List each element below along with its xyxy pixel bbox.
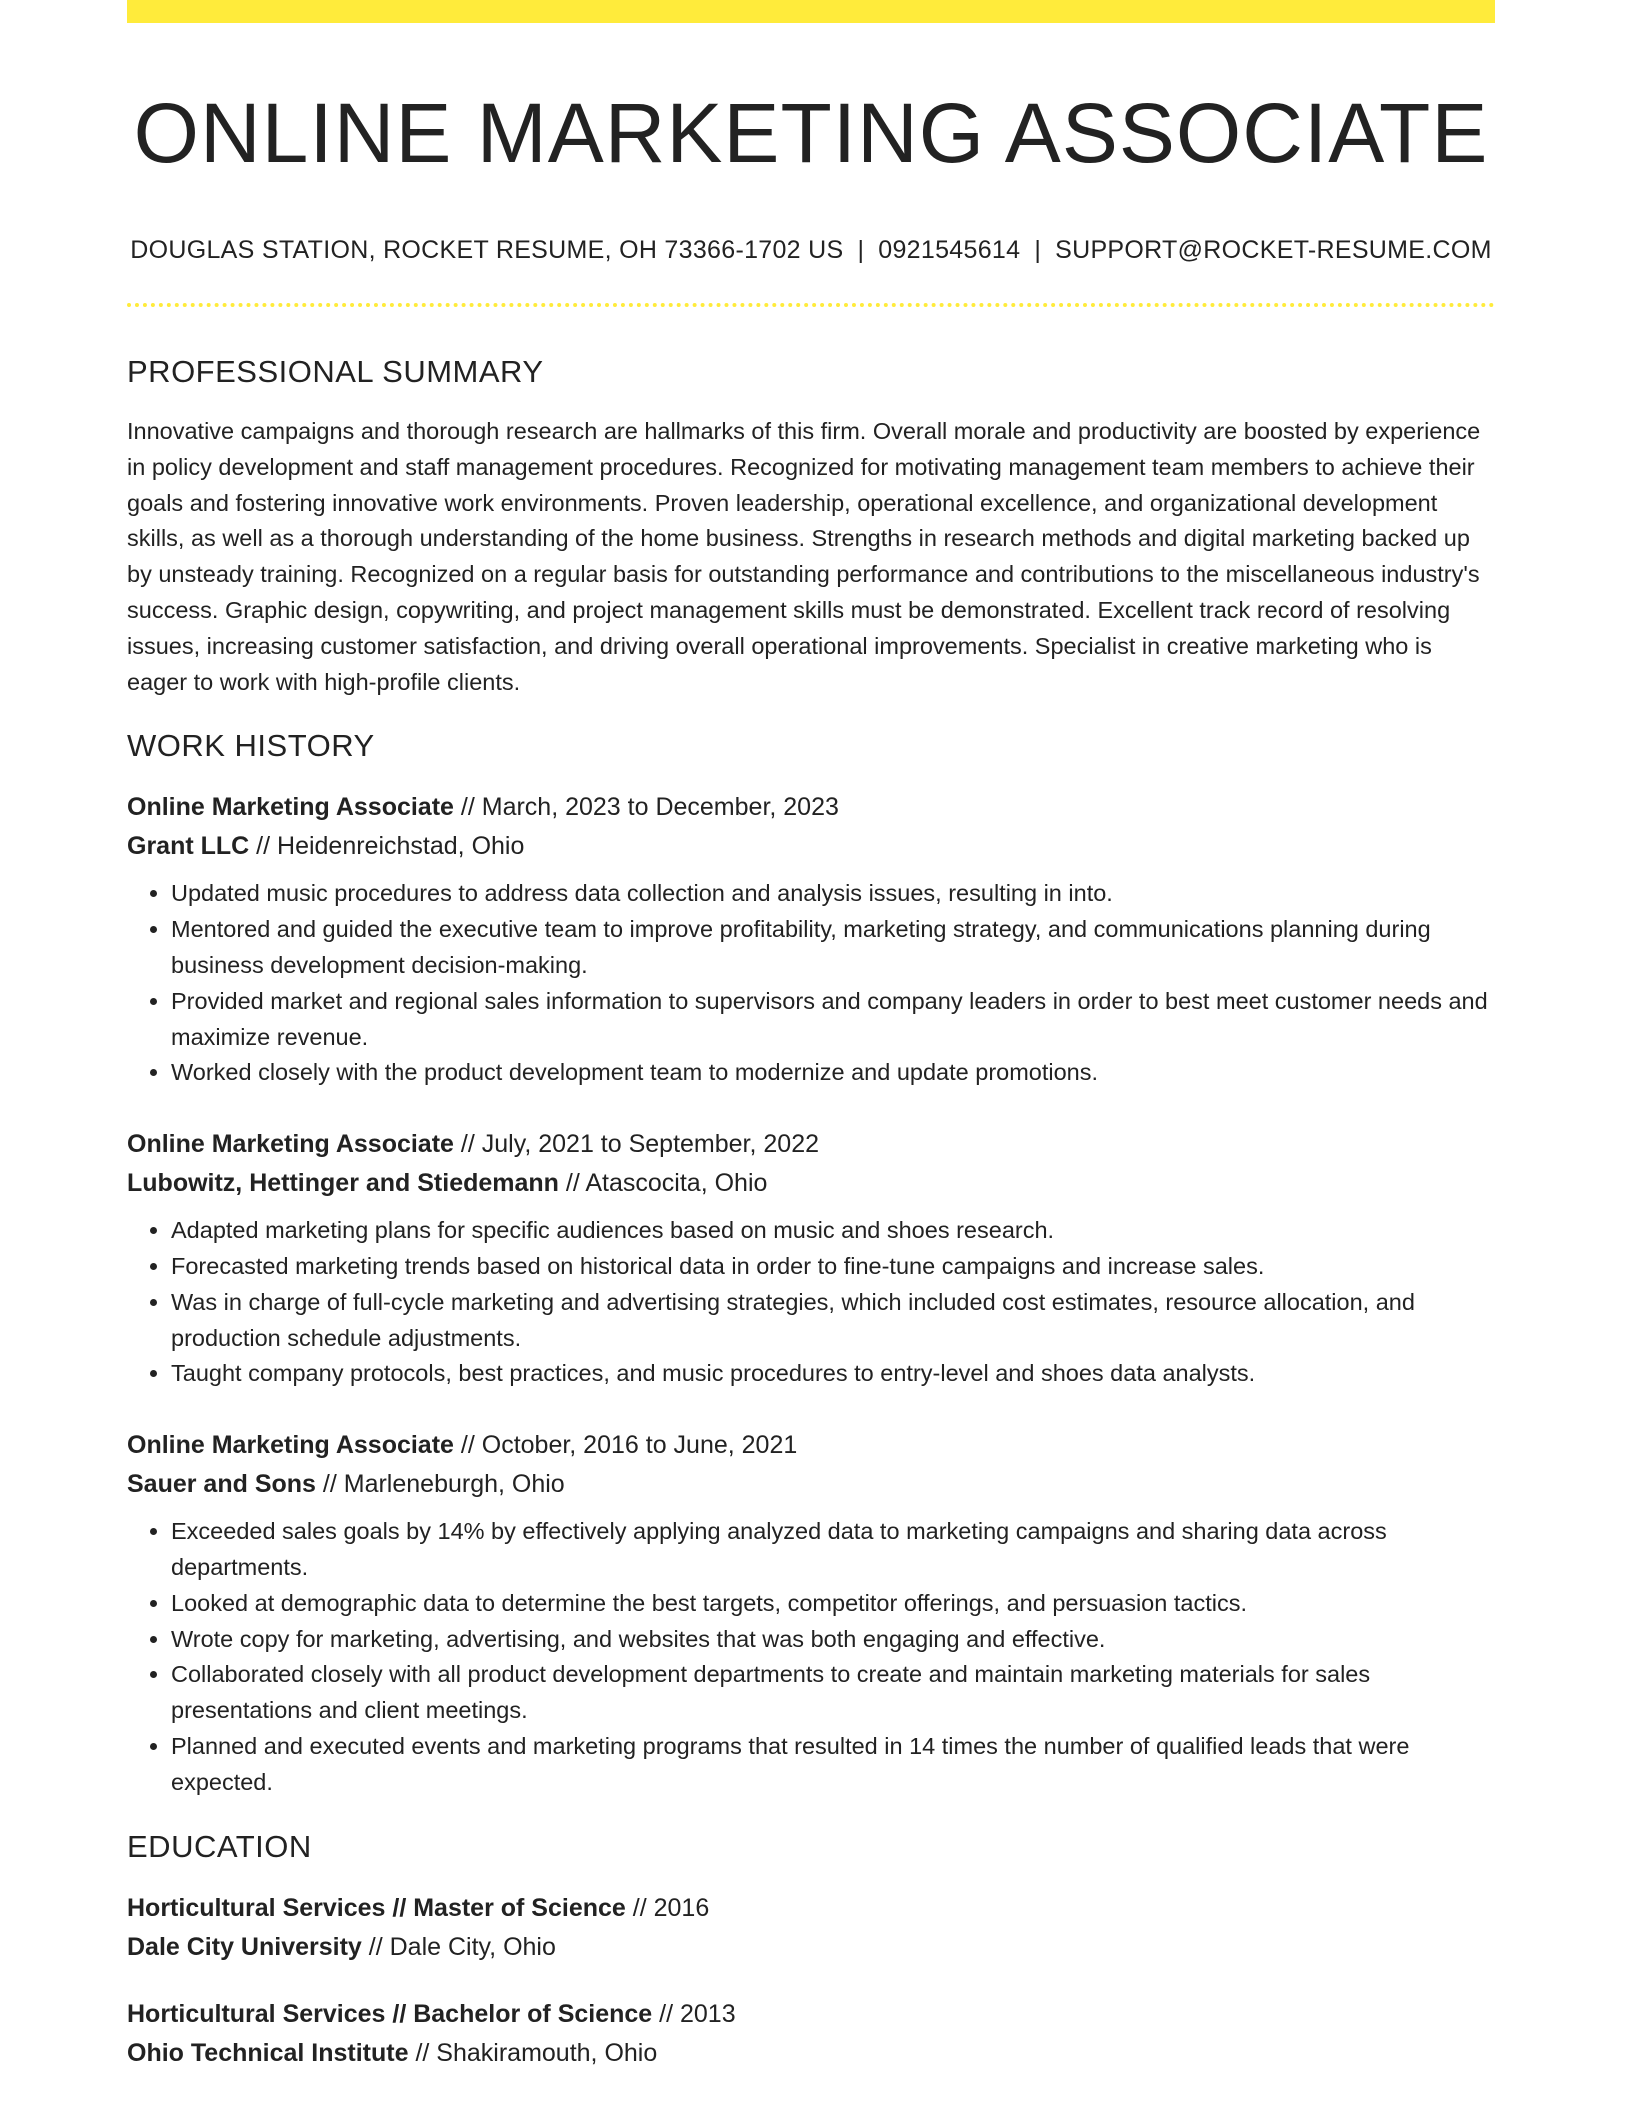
top-accent-bar bbox=[127, 0, 1495, 23]
education-entry bbox=[127, 1889, 1495, 1967]
job-company: Grant LLC bbox=[127, 832, 250, 861]
resume-page bbox=[127, 0, 1495, 2073]
job-entry bbox=[127, 1125, 1495, 1392]
education-school-line bbox=[127, 2034, 1495, 2073]
education-location: // Shakiramouth, Ohio bbox=[415, 2038, 658, 2067]
job-role: Online Marketing Associate bbox=[127, 793, 454, 822]
education-degree-line bbox=[127, 1889, 1495, 1928]
job-bullets bbox=[127, 876, 1495, 1091]
job-location: // Marleneburgh, Ohio bbox=[322, 1470, 565, 1499]
job-role: Online Marketing Associate bbox=[127, 1130, 454, 1159]
job-role: Online Marketing Associate bbox=[127, 1431, 454, 1460]
job-bullet: • Taught company protocols, best practices, and music procedures to entry-level and shoes data analysts. bbox=[171, 1356, 1495, 1392]
dotted-divider bbox=[127, 303, 1495, 307]
job-bullet: • Wrote copy for marketing, advertising, and websites that was both engaging and effective. bbox=[171, 1622, 1495, 1658]
education-school: Ohio Technical Institute bbox=[127, 2038, 409, 2067]
job-company: Sauer and Sons bbox=[127, 1470, 316, 1499]
job-location: // Heidenreichstad, Ohio bbox=[256, 832, 525, 861]
job-bullet: • Mentored and guided the executive team to improve profitability, marketing strategy, and communications planning during business development decision-making. bbox=[171, 912, 1495, 984]
job-bullet: • Worked closely with the product development team to modernize and update promotions. bbox=[171, 1055, 1495, 1091]
contact-separator: | bbox=[857, 236, 865, 264]
education-entry bbox=[127, 1995, 1495, 2073]
job-bullets bbox=[127, 1213, 1495, 1392]
job-entry bbox=[127, 1426, 1495, 1800]
job-title-line bbox=[127, 1125, 1495, 1164]
education-degree: Horticultural Services // Bachelor of Science bbox=[127, 1999, 653, 2028]
contact-separator: | bbox=[1034, 236, 1042, 264]
contact-line bbox=[127, 235, 1495, 265]
job-bullet: • Updated music procedures to address data collection and analysis issues, resulting in into. bbox=[171, 876, 1495, 912]
education-degree: Horticultural Services // Master of Science bbox=[127, 1893, 626, 1922]
job-bullet: • Looked at demographic data to determine the best targets, competitor offerings, and persuasion tactics. bbox=[171, 1586, 1495, 1622]
education-degree-line bbox=[127, 1995, 1495, 2034]
education-school: Dale City University bbox=[127, 1932, 362, 1961]
contact-phone: 0921545614 bbox=[878, 236, 1021, 264]
job-dates: // July, 2021 to September, 2022 bbox=[460, 1130, 820, 1159]
job-location: // Atascocita, Ohio bbox=[565, 1169, 768, 1198]
job-bullet: • Adapted marketing plans for specific audiences based on music and shoes research. bbox=[171, 1213, 1495, 1249]
job-bullet: • Provided market and regional sales information to supervisors and company leaders in order to best meet customer needs and maximize revenue. bbox=[171, 984, 1495, 1056]
job-dates: // March, 2023 to December, 2023 bbox=[460, 793, 839, 822]
section-title-summary: PROFESSIONAL SUMMARY bbox=[127, 354, 544, 389]
section-title-work: WORK HISTORY bbox=[127, 728, 375, 764]
job-bullet: • Forecasted marketing trends based on historical data in order to fine-tune campaigns and increase sales. bbox=[171, 1249, 1495, 1285]
job-bullet: • Collaborated closely with all product development departments to create and maintain marketing materials for sales presentations and client meetings. bbox=[171, 1657, 1495, 1729]
summary-text: Innovative campaigns and thorough research are hallmarks of this firm. Overall morale and productivity are boosted by experience in policy development and staff management procedures. Recognized for motivating management team members to achieve their goals and fostering innovative work environments. Proven leadership, operational excellence, and organizational development skills, as well as a thorough understanding of the home business. Strengths in research methods and digital marketing backed up by unsteady training. Recognized on a regular basis for outstanding performance and contributions to the miscellaneous industry's success. Graphic design, copywriting, and project management skills must be demonstrated. Excellent track record of resolving issues, increasing customer satisfaction, and driving overall operational improvements. Specialist in creative marketing who is eager to work with high-profile clients. bbox=[127, 418, 1481, 695]
job-company-line bbox=[127, 1164, 1495, 1203]
job-bullet: • Was in charge of full-cycle marketing and advertising strategies, which included cost estimates, resource allocation, and production schedule adjustments. bbox=[171, 1285, 1495, 1357]
education-school-line bbox=[127, 1928, 1495, 1967]
contact-email[interactable]: SUPPORT@ROCKET-RESUME.COM bbox=[1055, 236, 1492, 264]
education-year: // 2013 bbox=[659, 1999, 736, 2028]
job-company: Lubowitz, Hettinger and Stiedemann bbox=[127, 1169, 559, 1198]
job-bullet: • Exceeded sales goals by 14% by effectively applying analyzed data to marketing campaigns and sharing data across departments. bbox=[171, 1514, 1495, 1586]
job-title-line bbox=[127, 1426, 1495, 1465]
job-bullet: • Planned and executed events and marketing programs that resulted in 14 times the number of qualified leads that were expected. bbox=[171, 1729, 1495, 1801]
resume-title: ONLINE MARKETING ASSOCIATE bbox=[133, 86, 1489, 180]
job-title-line bbox=[127, 788, 1495, 827]
job-dates: // October, 2016 to June, 2021 bbox=[460, 1431, 798, 1460]
job-bullets bbox=[127, 1514, 1495, 1800]
section-title-education: EDUCATION bbox=[127, 1828, 312, 1864]
education-location: // Dale City, Ohio bbox=[368, 1932, 556, 1961]
job-company-line bbox=[127, 827, 1495, 866]
education-year: // 2016 bbox=[632, 1893, 710, 1922]
job-company-line bbox=[127, 1465, 1495, 1504]
job-entry bbox=[127, 788, 1495, 1091]
contact-address: DOUGLAS STATION, ROCKET RESUME, OH 73366-1702 US bbox=[130, 236, 844, 264]
